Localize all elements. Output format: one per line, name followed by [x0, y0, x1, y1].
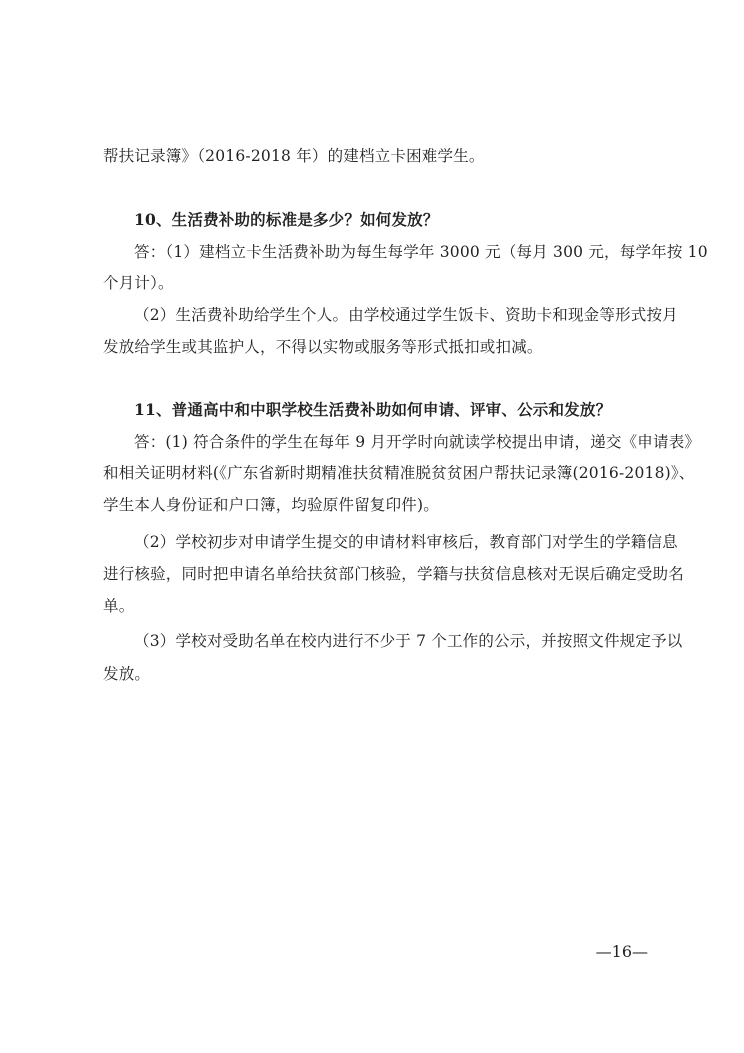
text-line: 答：（1）建档立卡生活费补助为每生每学年 3000 元（每月 300 元，每学年按 10: [134, 243, 708, 261]
page-number: —16—: [595, 942, 648, 961]
text-line: 学生本人身份证和户口簿，均验原件留复印件)。: [103, 496, 439, 514]
text-line: （2）生活费补助给学生个人。由学校通过学生饭卡、资助卡和现金等形式按月: [134, 306, 678, 324]
text-line: 帮扶记录簿》（2016-2018 年）的建档立卡困难学生。: [103, 147, 485, 165]
text-line: 发放。: [103, 665, 151, 683]
text-line: 答：(1) 符合条件的学生在每年 9 月开学时向就读学校提出申请，递交《申请表》: [134, 433, 701, 451]
text-line: （2）学校初步对申请学生提交的申请材料审核后，教育部门对学生的学籍信息: [134, 533, 678, 551]
text-line: 个月计）。: [103, 274, 174, 292]
question-heading-10: 10、生活费补助的标准是多少？如何发放？: [134, 210, 439, 229]
text-line: 单。: [103, 597, 135, 615]
question-heading-11: 11、普通高中和中职学校生活费补助如何申请、评审、公示和发放？: [134, 400, 612, 419]
text-line: 进行核验，同时把申请名单给扶贫部门核验，学籍与扶贫信息核对无误后确定受助名: [103, 565, 684, 583]
text-line: 发放给学生或其监护人，不得以实物或服务等形式抵扣或扣减。: [103, 338, 543, 356]
text-line: （3）学校对受助名单在校内进行不少于 7 个工作的公示，并按照文件规定予以: [134, 632, 683, 650]
text-line: 和相关证明材料(《广东省新时期精准扶贫精准脱贫贫困户帮扶记录簿(2016-2018)》、: [103, 464, 695, 482]
